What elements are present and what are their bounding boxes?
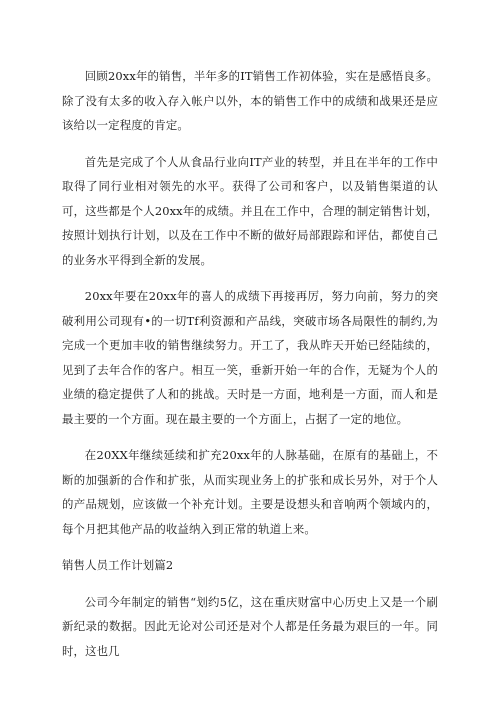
document-body [62,64,438,663]
section-heading: 销售人员工作计划篇2 [62,558,174,572]
paragraph-3: 20xx年要在20xx年的喜人的成绩下再接再厉，努力向前，努力的突破利用公司现有•的一切Tf利资源和产品线，突破市场各局限性的制约,为完成一个更加丰收的销售继续努力。开工了，我从昨天开始已经陆续的，见到了去年合作的客户。相互一笑，垂新开始一年的合作，无疑为个人的业绩的稳定提供了人和的挑战。天时是一方面，地利是一方面，而人和是最主要的一个方面。现在最主要的一个方面上，占据了一定的地位。 [62,289,438,426]
paragraph-5: 公司今年制定的销售“划约5亿，这在重庆财富中心历史上又是一个刷新纪录的数据。因此无论对公司还是对个人都是任务最为艰巨的一年。同时，这也几 [62,594,438,658]
paragraph-1: 回顾20xx年的销售，半年多的IT销售工作初体验，实在是感悟良多。除了没有太多的收入存入帐户以外，本的销售工作中的成绩和战果还是应该给以一定程度的肯定。 [62,69,438,132]
paragraph-2: 首先是完成了个人从食品行业向IT产业的转型，并且在半年的工作中取得了同行业相对领先的水平。获得了公司和客户，以及销售渠道的认可，这些都是个人20xx年的成绩。并且在工作中，合理的制定销售计划，按照计划执行计划，以及在工作中不断的做好局部跟踪和评估，都使自己的业务水平得到全新的发展。 [62,154,438,267]
paragraph-4: 在20XX年继续延续和扩充20xx年的人脉基础，在原有的基础上，不断的加强新的合作和扩张，从而实现业务上的扩张和成长另外，对于个人的产品规划，应该做一个补充计划。主要是设想头和音响两个领域内的，每个月把其他产品的收益纳入到正常的轨道上来。 [62,448,438,536]
